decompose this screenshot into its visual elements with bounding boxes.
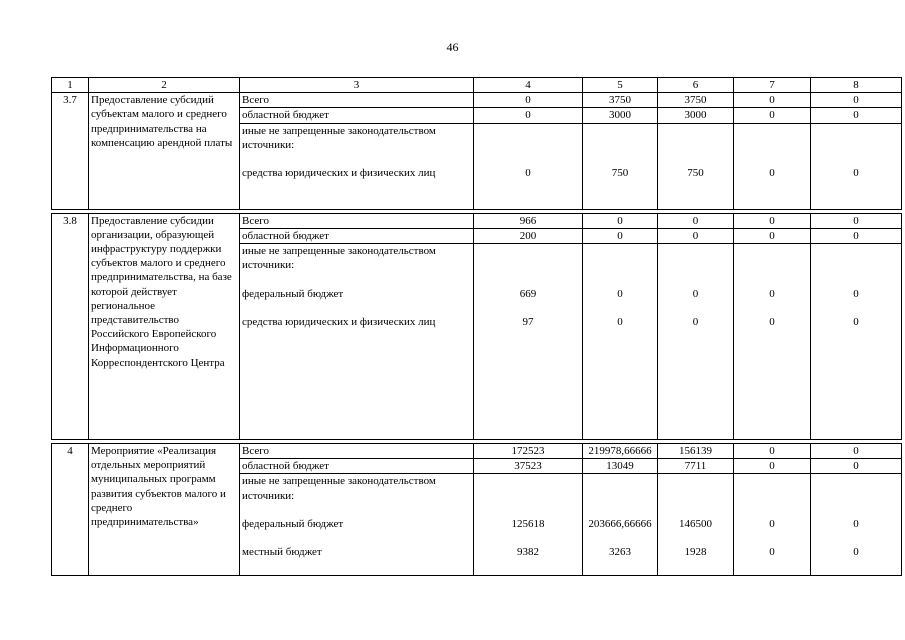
header-cell: 7 (734, 78, 811, 93)
value-cell: 156139 (658, 444, 734, 459)
header-cell: 6 (658, 78, 734, 93)
value-cell: 0 (811, 108, 902, 123)
value-cell: 0 (474, 123, 583, 209)
value-cell: 750 (658, 123, 734, 209)
value-cell: 0 (734, 444, 811, 459)
value-cell: 0 (658, 213, 734, 228)
value-cell: 172523 (474, 444, 583, 459)
row-label: Всего (240, 93, 474, 108)
header-cell: 2 (89, 78, 240, 93)
value-cell: 0 0 (734, 244, 811, 440)
section-3-7-total-row (52, 93, 902, 108)
row-label (240, 123, 474, 209)
header-cell: 3 (240, 78, 474, 93)
header-cell: 5 (583, 78, 658, 93)
value-cell: 966 (474, 213, 583, 228)
row-label: Всего (240, 213, 474, 228)
header-row (52, 78, 902, 93)
section-id: 3.7 (52, 93, 89, 209)
row-label: областной бюджет (240, 108, 474, 123)
value-cell: 3750 (583, 93, 658, 108)
section-name: Мероприятие «Реализация отдельных мероприятий муниципальных программ развития субъектов малого и среднего предпринимательства» (89, 444, 240, 576)
row-label (240, 474, 474, 576)
value-cell: 125618 9382 (474, 474, 583, 576)
value-cell: 3000 (658, 108, 734, 123)
value-cell: 0 0 (811, 474, 902, 576)
value-cell: 0 0 (583, 244, 658, 440)
page-number: 46 (446, 40, 459, 54)
value-cell: 0 (734, 108, 811, 123)
value-cell: 200 (474, 228, 583, 243)
value-cell: 0 (811, 444, 902, 459)
row-label: Всего (240, 444, 474, 459)
value-cell: 37523 (474, 459, 583, 474)
other-sources-label: иные не запрещенные законодательством источники: (242, 124, 436, 151)
value-cell: 0 (583, 213, 658, 228)
value-cell: 0 (734, 213, 811, 228)
sub-row-label: местный бюджет (242, 546, 322, 559)
value-cell: 750 (583, 123, 658, 209)
section-4-total-row (52, 444, 902, 459)
value-cell: 0 (734, 93, 811, 108)
sub-row-label: средства юридических и физических лиц (242, 316, 436, 328)
sub-row-label: средства юридических и физических лиц (242, 167, 436, 180)
value-cell: 146500 1928 (658, 474, 734, 576)
value-cell: 3750 (658, 93, 734, 108)
row-label (240, 244, 474, 440)
value-cell: 0 (658, 228, 734, 243)
value-cell: 0 (474, 93, 583, 108)
value-cell: 0 0 (658, 244, 734, 440)
value-cell: 0 (811, 459, 902, 474)
value-cell: 0 (811, 93, 902, 108)
other-sources-label: иные не запрещенные законодательством источники: (242, 475, 436, 502)
value-cell: 219978,66666 (583, 444, 658, 459)
value-cell: 0 (734, 123, 811, 209)
row-label: областной бюджет (240, 459, 474, 474)
value-cell: 0 0 (811, 244, 902, 440)
section-id: 3.8 (52, 213, 89, 439)
header-cell: 4 (474, 78, 583, 93)
section-name: Предоставление субсидии организации, образующей инфраструктуру поддержки субъектов малого и среднего предпринимательства, на базе которой действует региональное представительство Российского Европейского Информационного Корреспондентского Центра (89, 213, 240, 439)
section-id: 4 (52, 444, 89, 576)
value-cell: 13049 (583, 459, 658, 474)
value-cell: 0 (583, 228, 658, 243)
sub-row-label: федеральный бюджет (242, 518, 344, 531)
section-name: Предоставление субсидий субъектам малого и среднего предпринимательства на компенсацию арендной платы (89, 93, 240, 209)
value-cell: 0 (811, 123, 902, 209)
header-cell: 8 (811, 78, 902, 93)
section-3-8-total-row (52, 213, 902, 228)
row-label: областной бюджет (240, 228, 474, 243)
value-cell: 0 (811, 228, 902, 243)
sub-row-label: федеральный бюджет (242, 287, 344, 300)
value-cell: 0 (474, 108, 583, 123)
value-cell: 3000 (583, 108, 658, 123)
budget-table (51, 77, 902, 576)
other-sources-label: иные не запрещенные законодательством источники: (242, 245, 436, 272)
value-cell: 203666,66666 3263 (583, 474, 658, 576)
value-cell: 0 (734, 459, 811, 474)
value-cell: 0 (811, 213, 902, 228)
value-cell: 0 (734, 228, 811, 243)
value-cell: 669 97 (474, 244, 583, 440)
value-cell: 7711 (658, 459, 734, 474)
header-cell: 1 (52, 78, 89, 93)
value-cell: 0 0 (734, 474, 811, 576)
